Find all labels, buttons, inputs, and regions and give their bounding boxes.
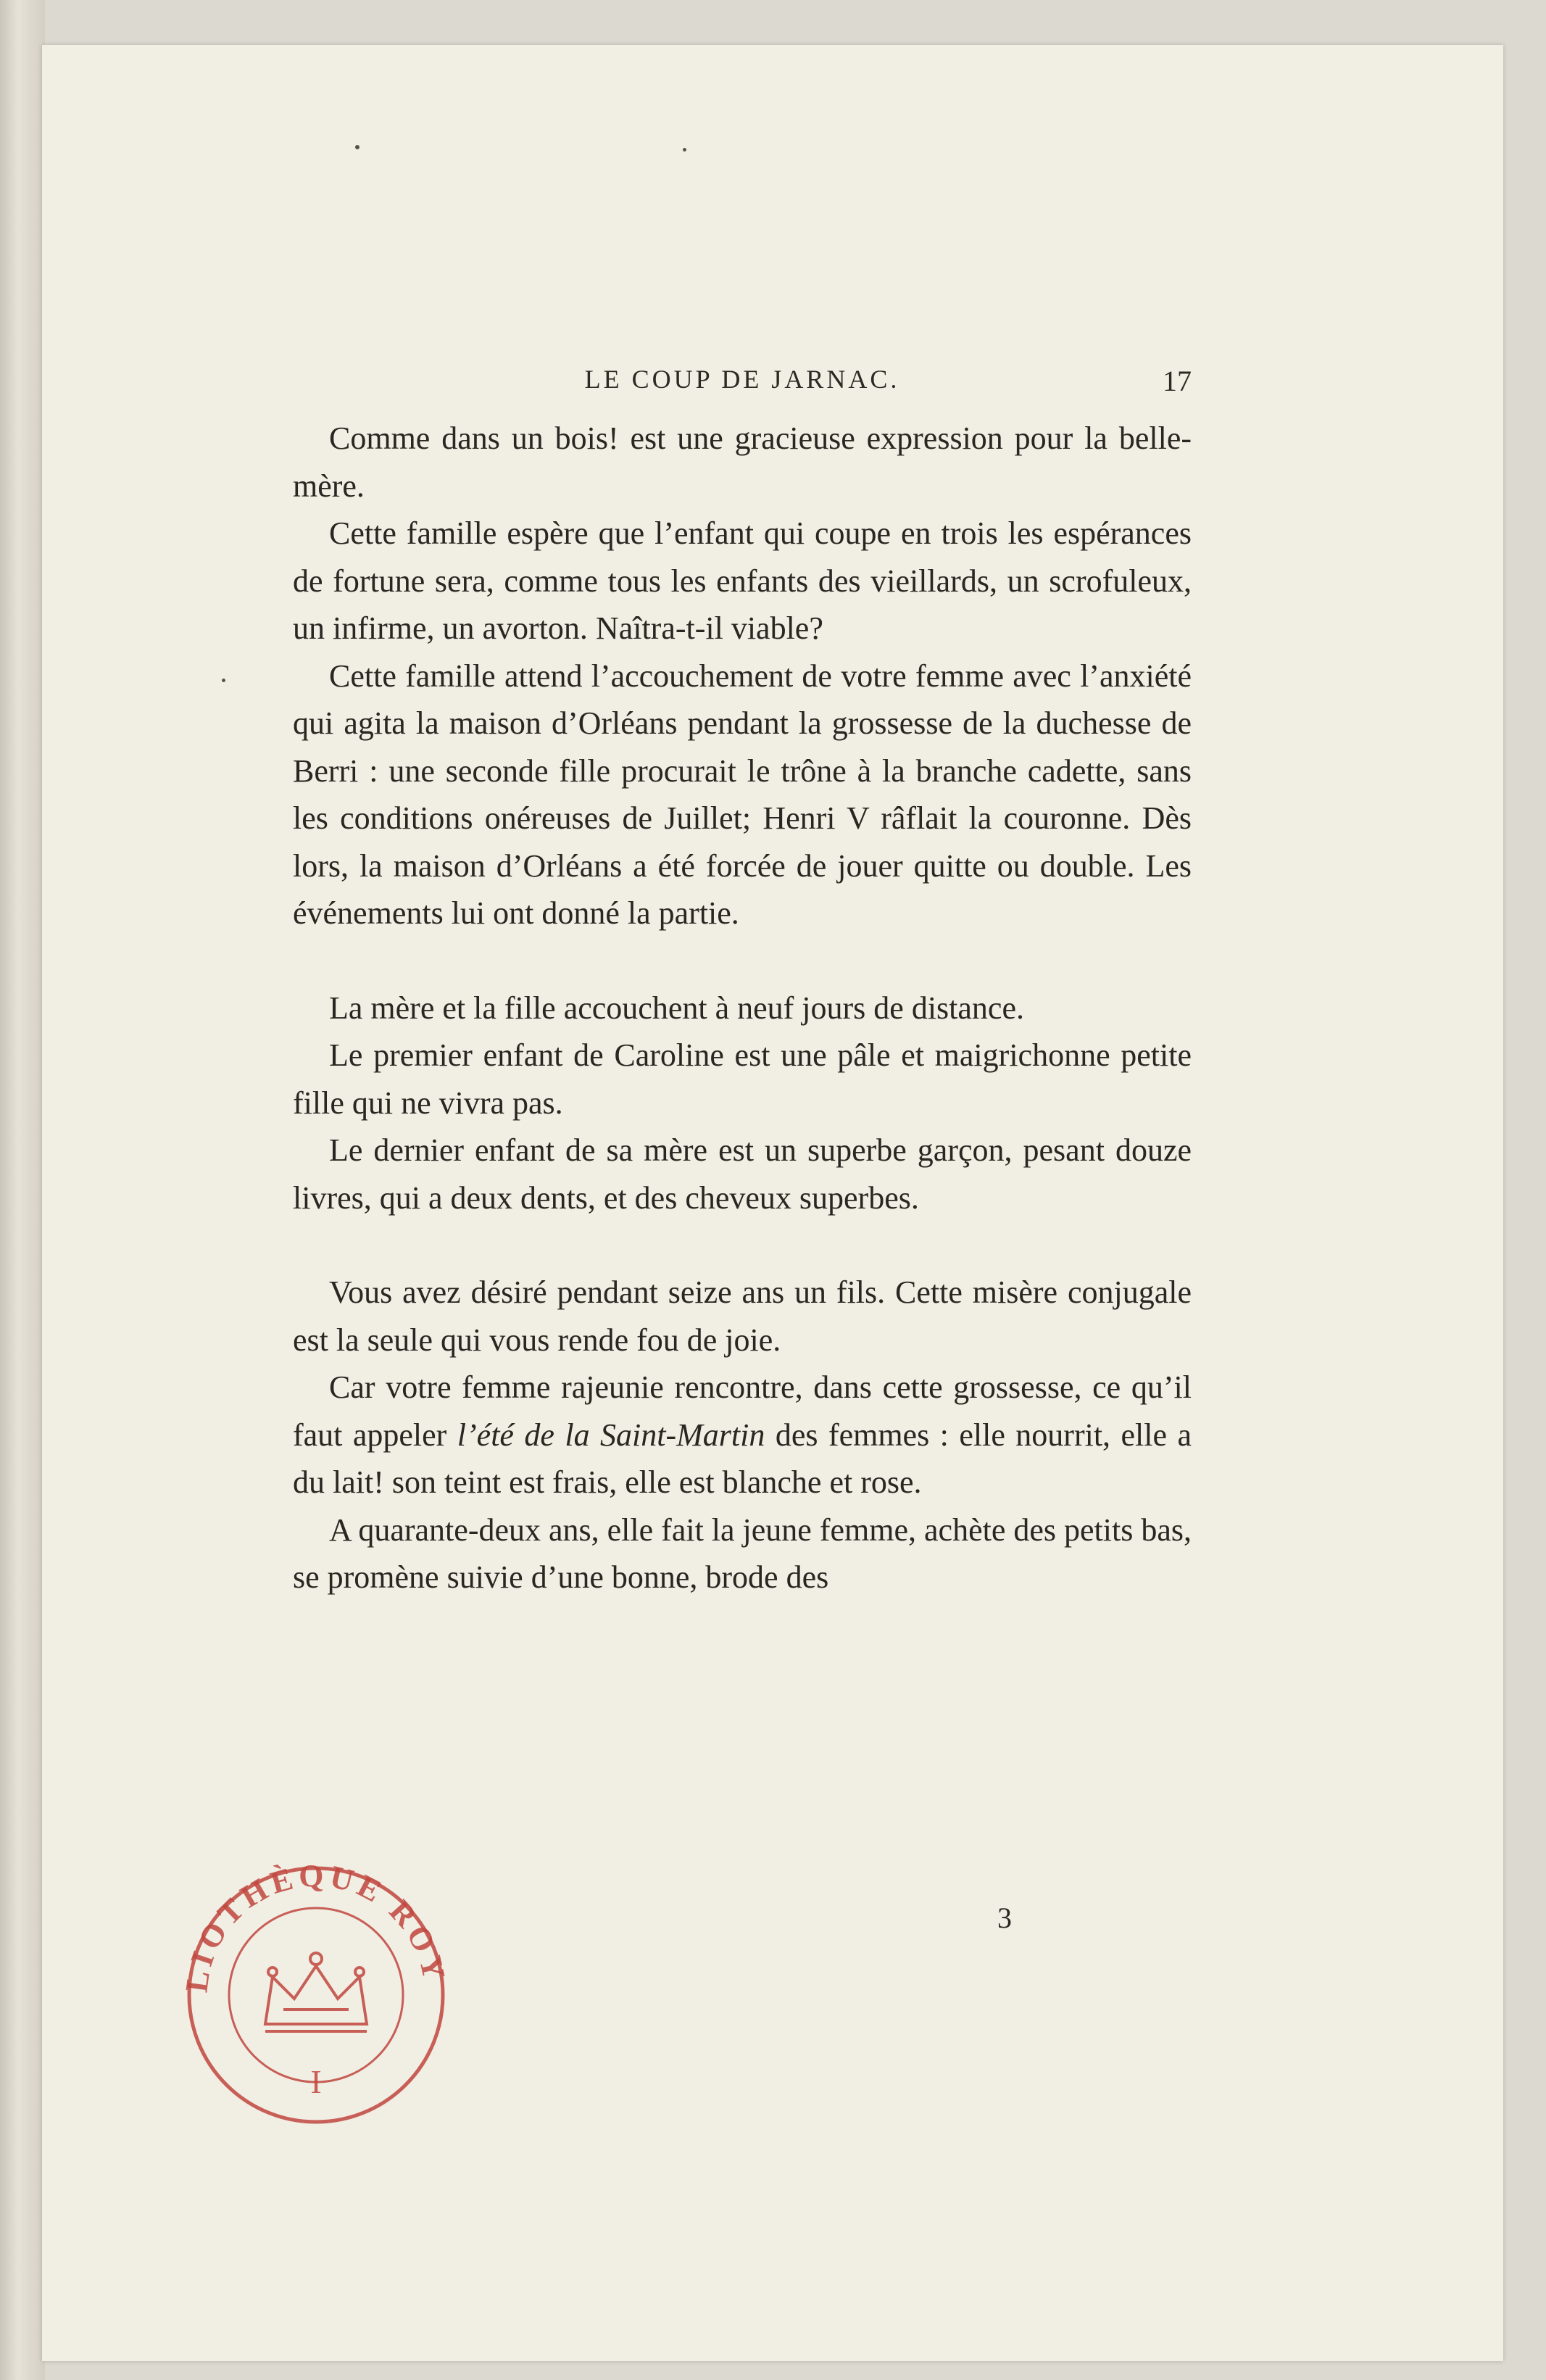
paragraph [293,1032,1192,1127]
stamp-seal [164,1814,468,2155]
paragraph [293,1506,1192,1601]
paragraph [293,984,1192,1032]
running-title: LE COUP DE JARNAC. [584,365,900,394]
crown-icon [265,1953,367,2031]
page-number: 17 [1163,365,1192,397]
book-page [42,45,1503,2361]
adjacent-page-edge [0,0,45,2380]
paragraph [293,510,1192,652]
paragraph-text: Cette famille attend l’accouchement de votre femme avec l’anxiété qui agita la maison d’Orléans pendant la grossesse de la duchesse de Berri : une seconde fille procurait le trône à la branche cadette, sans les conditions onéreuses de Juillet; Henri V râflait la couronne. Dès lors, la maison d’Orléans a été forcée de jouer quitte ou double. Les événements lui ont donné la partie. [293,658,1192,931]
body-text [293,415,1192,1601]
paragraph-text: Le dernier enfant de sa mère est un superbe garçon, pesant douze livres, qui a deux dents, et des cheveux superbes. [293,1132,1192,1216]
italic-phrase: l’été de la Saint-Martin [457,1417,765,1453]
paragraph [293,652,1192,937]
paragraph-text: A quarante-deux ans, elle fait la jeune femme, achète des petits bas, se promène suivie d’une bonne, brode des [293,1512,1192,1595]
paragraph-text: Comme dans un bois! est une gracieuse expression pour la belle-mère. [293,420,1192,504]
paragraph-text: des femmes : elle nourrit, elle a du lait! son teint est frais, elle est blanche et rose. [293,1417,1192,1500]
stamp-inner-ring [229,1908,403,2082]
library-stamp [164,1814,468,2155]
signature-mark: 3 [997,1902,1012,1934]
paragraph [293,1269,1192,1364]
speck [683,148,686,152]
paragraph [293,415,1192,510]
running-head [293,364,1192,415]
stamp-numeral: I [310,2063,322,2100]
paragraph [293,1364,1192,1506]
paragraph [293,1127,1192,1222]
speck [355,145,360,149]
speck [222,679,225,682]
paragraph-text: Car votre femme rajeunie rencontre, dans cette grossesse, ce qu’il faut appeler [293,1369,1192,1453]
paragraph-text: Cette famille espère que l’enfant qui coupe en trois les espérances de fortune sera, comme tous les enfants des vieillards, un scrofuleux, un infirme, un avorton. Naîtra-t-il viable? [293,515,1192,646]
paragraph-text: La mère et la fille accouchent à neuf jours de distance. [329,990,1024,1026]
paragraph-text: Le premier enfant de Caroline est une pâle et maigrichonne petite fille qui ne vivra pas. [293,1037,1192,1121]
paragraph-text: Vous avez désiré pendant seize ans un fils. Cette misère conjugale est la seule qui vous rende fou de joie. [293,1274,1192,1358]
stamp-text: LIOTHÈQUE ROY [178,1857,452,1994]
